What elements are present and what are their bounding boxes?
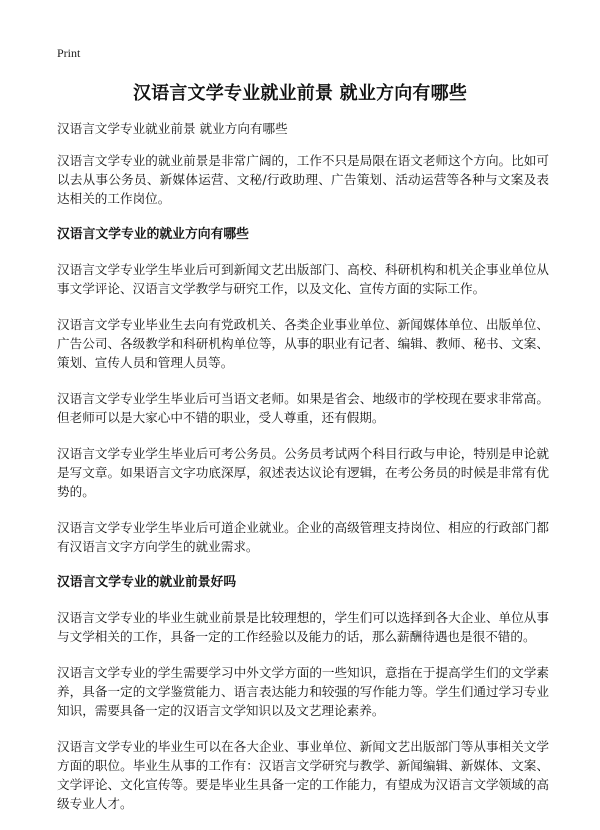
paragraph: 汉语言文学专业学生毕业后可考公务员。公务员考试两个科目行政与申论，特别是申论就是写文章。如果语言文字功底深厚，叙述表达议论有逻辑，在考公务员的时候是非常有优势的。 (57, 446, 549, 499)
paragraph: 汉语言文学专业的毕业生就业前景是比较理想的，学生们可以选择到各大企业、单位从事与文学相关的工作，具备一定的工作经验以及能力的话，那么薪酬待遇也是很不错的。 (57, 610, 549, 644)
paragraph: 汉语言文学专业学生毕业后可道企业就业。企业的高级管理支持岗位、相应的行政部门都有汉语言文字方向学生的就业需求。 (57, 520, 549, 554)
page-title: 汉语言文学专业就业前景 就业方向有哪些 (132, 83, 468, 104)
paragraph: 汉语言文学专业的毕业生可以在各大企业、事业单位、新闻文艺出版部门等从事相关文学方面的职位。毕业生从事的工作有：汉语言文学研究与教学、新闻编辑、新媒体、文案、文学评论、文化宣传等。要是毕业生具备一定的工作能力，有望成为汉语言文学领域的高级专业人才。 (57, 739, 549, 811)
paragraph: 汉语言文学专业学生毕业后可到新闻文艺出版部门、高校、科研机构和机关企事业单位从事文学评论、汉语言文学教学与研究工作，以及文化、宣传方面的实际工作。 (57, 262, 549, 296)
print-label: Print (57, 46, 81, 60)
intro-paragraph: 汉语言文学专业的就业前景是非常广阔的，工作不只是局限在语文老师这个方向。比如可以去从事公务员、新媒体运营、文秘/行政助理、广告策划、活动运营等各种与文案及表达相关的工作岗位。 (57, 153, 549, 206)
paragraph: 汉语言文学专业的学生需要学习中外文学方面的一些知识，意指在于提高学生们的文学素养，具备一定的文学鉴赏能力、语言表达能力和较强的写作能力等。学生们通过学习专业知识，需要具备一定的汉语言文学知识以及文艺理论素养。 (57, 665, 549, 718)
paragraph: 汉语言文学专业学生毕业后可当语文老师。如果是省会、地级市的学校现在要求非常高。但老师可以是大家心中不错的职业，受人尊重，还有假期。 (57, 391, 549, 425)
section-heading-career-prospects: 汉语言文学专业的就业前景好吗 (57, 575, 237, 590)
article-body (57, 119, 549, 830)
section-heading-career-directions: 汉语言文学专业的就业方向有哪些 (57, 227, 249, 242)
paragraph: 汉语言文学专业毕业生去向有党政机关、各类企业事业单位、新闻媒体单位、出版单位、广告公司、各级教学和科研机构单位等，从事的职业有记者、编辑、教师、秘书、文案、策划、宣传人员和管理人员等。 (57, 317, 549, 370)
intro-subtitle: 汉语言文学专业就业前景 就业方向有哪些 (57, 121, 288, 136)
